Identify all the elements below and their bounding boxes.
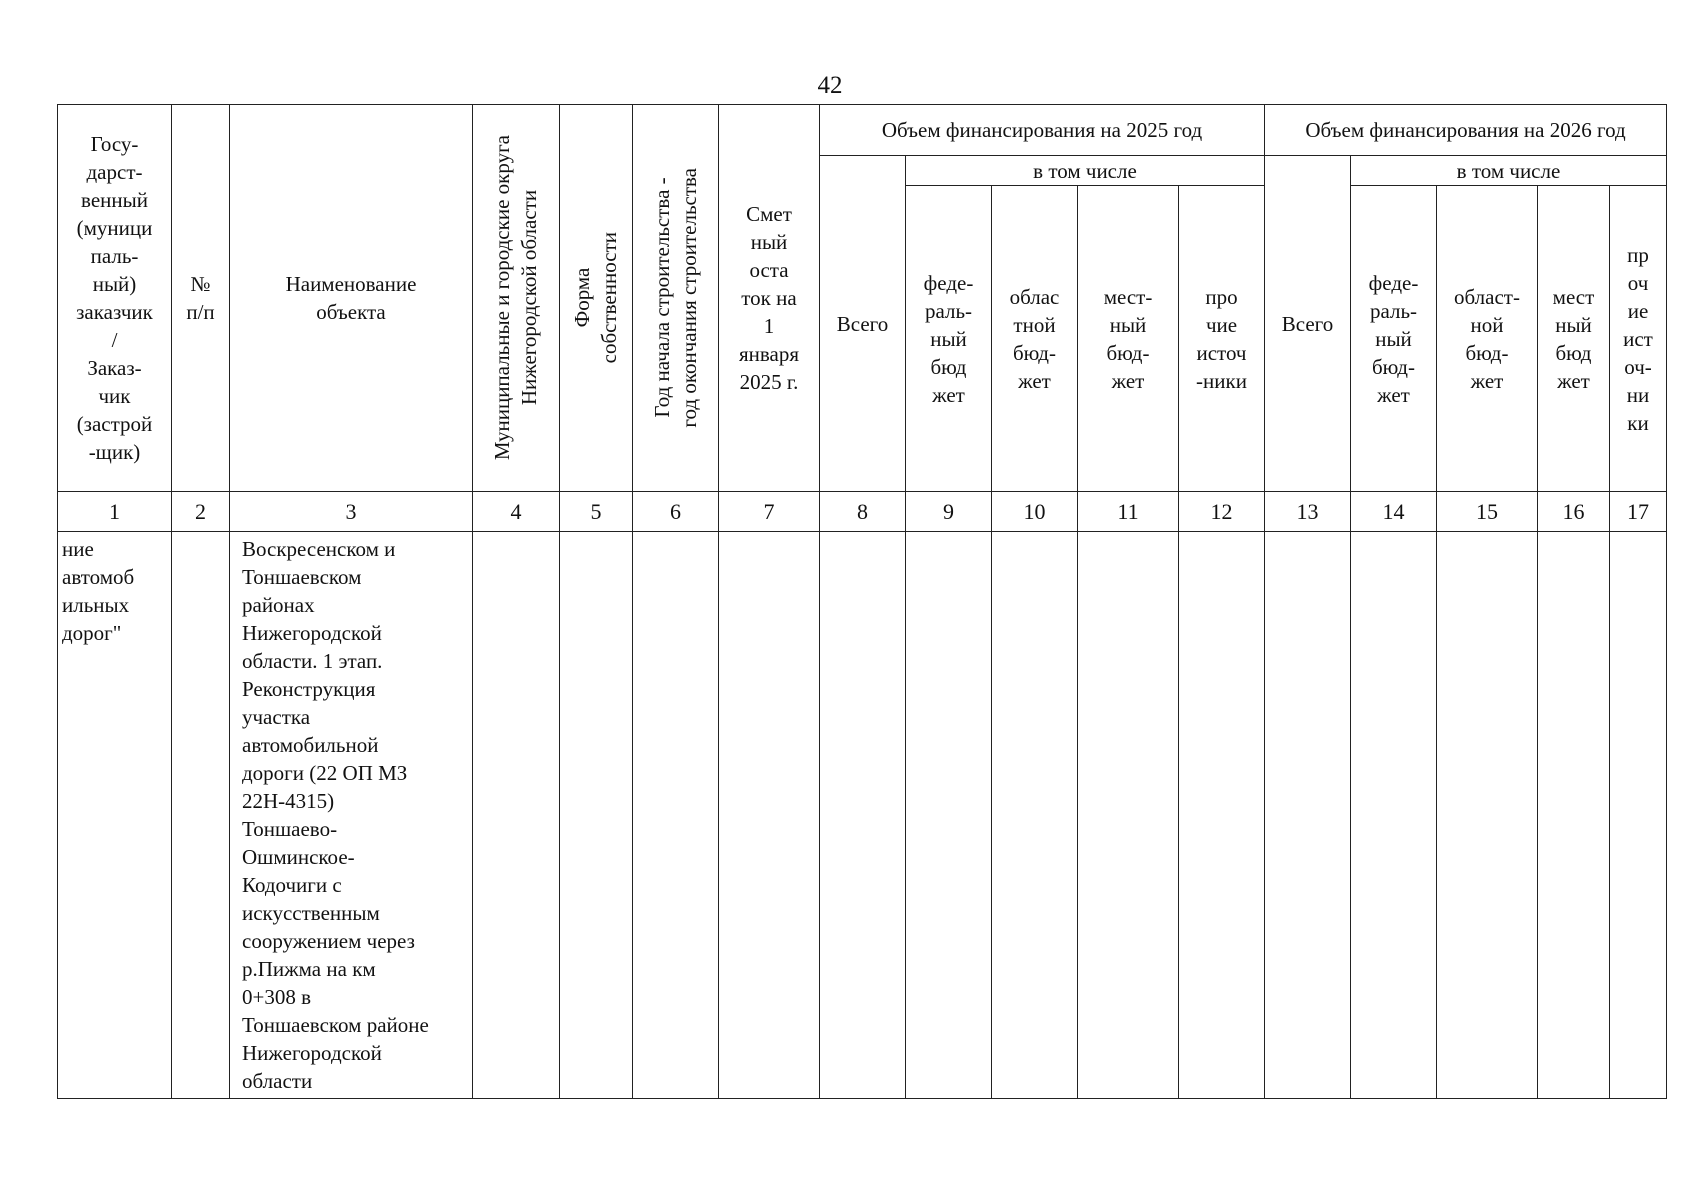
header-federal-2026: феде- раль- ный бюд- жет xyxy=(1351,186,1437,492)
header-funding-2026: Объем финансирования на 2026 год xyxy=(1265,105,1667,156)
cell-object-name: Воскресенском и Тоншаевском районах Нижегородской области. 1 этап. Реконструкция участка автомобильной дороги (22 ОП МЗ 22Н-4315) Тоншаево- Ошминское- Кодочиги с искусственным сооружением через р.Пижма на км 0+308 в Тоншаевском районе Нижегородской области xyxy=(230,532,473,1099)
cell-customer: ние автомоб ильных дорог" xyxy=(58,532,172,1099)
cell-other-2025 xyxy=(1179,532,1265,1099)
column-number: 9 xyxy=(906,492,992,532)
header-object-name: Наименование объекта xyxy=(230,105,473,492)
header-total-2026: Всего xyxy=(1265,156,1351,492)
column-number: 2 xyxy=(172,492,230,532)
header-other-2025: про чие источ -ники xyxy=(1179,186,1265,492)
column-number: 1 xyxy=(58,492,172,532)
cell-regional-2026 xyxy=(1437,532,1538,1099)
column-numbers-row xyxy=(58,492,1667,532)
header-total-2025: Всего xyxy=(820,156,906,492)
header-ownership: Форма собственности xyxy=(560,105,633,492)
page-number: 42 xyxy=(817,72,843,99)
header-estimate-balance: Смет ный оста ток на 1 января 2025 г. xyxy=(719,105,820,492)
column-number: 16 xyxy=(1538,492,1610,532)
header-customer: Госу- дарст- венный (муници паль- ный) заказчик / Заказ- чик (застрой -щик) xyxy=(58,105,172,492)
header-regional-2025: облас тной бюд- жет xyxy=(992,186,1078,492)
column-number: 7 xyxy=(719,492,820,532)
column-number: 11 xyxy=(1078,492,1179,532)
cell-index xyxy=(172,532,230,1099)
header-years: Год начала строительства - год окончания строительства xyxy=(633,105,719,492)
header-districts: Муниципальные и городские округа Нижегородской области xyxy=(473,105,560,492)
financing-table xyxy=(57,104,1667,1099)
table-row xyxy=(58,532,1667,1099)
cell-local-2025 xyxy=(1078,532,1179,1099)
header-local-2026: мест ный бюд жет xyxy=(1538,186,1610,492)
header-funding-2025: Объем финансирования на 2025 год xyxy=(820,105,1265,156)
cell-ownership xyxy=(560,532,633,1099)
column-number: 4 xyxy=(473,492,560,532)
header-federal-2025: феде- раль- ный бюд жет xyxy=(906,186,992,492)
header-including-2026: в том числе xyxy=(1351,156,1667,186)
column-number: 5 xyxy=(560,492,633,532)
column-number: 17 xyxy=(1610,492,1667,532)
header-index: № п/п xyxy=(172,105,230,492)
header-including-2025: в том числе xyxy=(906,156,1265,186)
cell-estimate-balance xyxy=(719,532,820,1099)
column-number: 3 xyxy=(230,492,473,532)
column-number: 8 xyxy=(820,492,906,532)
column-number: 12 xyxy=(1179,492,1265,532)
cell-regional-2025 xyxy=(992,532,1078,1099)
cell-federal-2025 xyxy=(906,532,992,1099)
cell-total-2025 xyxy=(820,532,906,1099)
header-local-2025: мест- ный бюд- жет xyxy=(1078,186,1179,492)
cell-federal-2026 xyxy=(1351,532,1437,1099)
cell-total-2026 xyxy=(1265,532,1351,1099)
column-number: 15 xyxy=(1437,492,1538,532)
cell-other-2026 xyxy=(1610,532,1667,1099)
cell-local-2026 xyxy=(1538,532,1610,1099)
header-regional-2026: област- ной бюд- жет xyxy=(1437,186,1538,492)
column-number: 10 xyxy=(992,492,1078,532)
column-number: 13 xyxy=(1265,492,1351,532)
header-other-2026: пр оч ие ист оч- ни ки xyxy=(1610,186,1667,492)
column-number: 14 xyxy=(1351,492,1437,532)
column-number: 6 xyxy=(633,492,719,532)
cell-districts xyxy=(473,532,560,1099)
cell-years xyxy=(633,532,719,1099)
